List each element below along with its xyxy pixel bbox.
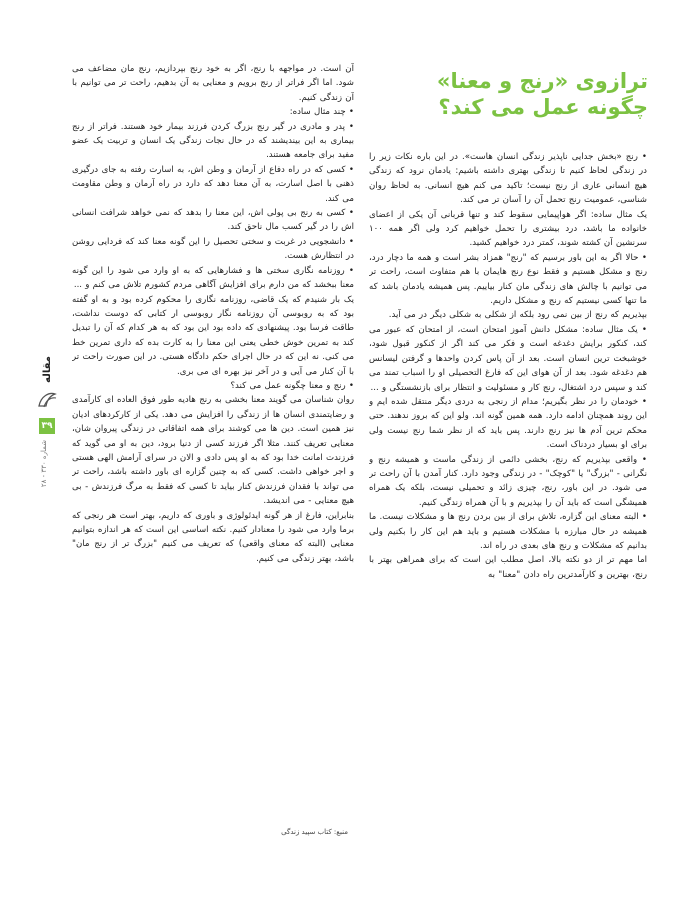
paragraph: یک بار شنیدم که یک قاضی، روزنامه نگاری را محکوم کرده بود و به او گفته بود که به روبوسی آن روزنامه نگار روبوسی ار کتابی که دوست نداشت، طاقت فرسا بود. پیشنهادی که داده بود این بود که به هر کدام که آن را تبدیل کند به تمرین خوش خطی یعنی این معنا را به کارت بده که داری تمرین خط می کنی. نه این که در حال اجرای حکم دادگاه هستی. در این صورت راحت تر با آن کنار می آیی و در آخر نیز بهره ای می بری. [72, 294, 354, 377]
paragraph: روان شناسان می گویند معنا بخشی به رنج هادیه طور فوق العاده ای کارآمدی و رضایتمندی انسان ها از زندگی را افزایش می دهد. یکی از کارکردهای ادیان نیز همین است. دین ها می کوشند برای همه اتفاقاتی در زندگی پیروان شان، معنایی تعریف کنند. مثلا اگر فرزند کسی از دنیا برود، دین به او می گوید که فرزندت امانت خدا بود که به او پس دادی و الان در سرای آرامش الهی هستی و اجر خواهی داشت. کسی که به چنین گزاره ای باور داشته باشد، راحت تر می تواند با فقدان فرزندش کنار بیاید تا کسی که فقط به مرگ فرزندش - بی هیچ معنایی - می اندیشد. [72, 395, 354, 507]
article-title-line-1: ترازوی «رنج و معنا» [436, 69, 648, 93]
paragraph: بنابراین، فارغ از هر گونه ایدئولوژی و باوری که داریم، بهتر است هر رنجی که برما وارد می شود را معنادار کنیم. نکته اساسی این است که هر اندازه بتوانیم معنایی (البته که معنای واقعی) که تعریف می کنیم "بزرگ تر از رنج مان" باشد، بهتر زندگی می کنیم. [72, 510, 354, 564]
right-text-column [369, 150, 647, 835]
paragraph: • البته معنای این گزاره، تلاش برای از بین بردن رنج ها و مشکلات نیست. ما همیشه در حال مبارزه با مشکلات هستیم و باید هم این کار را بکنیم ولی بدانیم که مشکلات و رنج های بعدی در راه اند. [369, 512, 647, 551]
paragraph: آن است. در مواجهه با رنج، اگر به خود رنج بپردازیم، رنج مان مضاعف می شود. اما اگر فراتر از رنج برویم و معنایی به آن بدهیم، راحت تر می توانیم با آن زندگی کنیم. [72, 64, 354, 103]
article-source: منبع: کتاب سپید زندگی [281, 828, 348, 836]
page-sidebar [30, 356, 64, 496]
paragraph: • حالا اگر به این باور برسیم که "رنج" همزاد بشر است و همه ما دچار درد، رنج و مشکل هستیم و فقط نوع رنج هایمان با هم متفاوت است، راحت تر می توانیم با چالش های زندگی مان کنار بیاییم. پس همیشه یادمان باشد که ما تنها کسی نیستیم که رنج و مشکل داریم. [369, 252, 647, 307]
paragraph: بپذیریم که رنج از بین نمی رود بلکه از شکلی به شکلی دیگر در می آید. [388, 310, 647, 321]
paragraph: • رنج «بخش جدایی ناپذیر زندگی انسان هاست». در این باره نکات زیر را در زندگی لحاظ کنیم تا زندگی بهتری داشته باشیم: یادمان نرود که زندگی هیچ انسانی عاری از رنج نیست؛ تاکید می کنم هیچ انسانی. به لحاظ روان شناسی، عمومیت رنج تحمل آن را آسان تر می کند. [369, 152, 647, 206]
paragraph: • کسی که در راه دفاع از آرمان و وطن اش، به اسارت رفته به جای درگیری ذهنی با اصل اسارت، به آن معنا دهد که دارد در راه آرمان و وطن مقاومت می کند. [72, 164, 354, 204]
paragraph: • یک مثال ساده: مشکل دانش آموز امتحان است، از امتحان که عبور می کند، کنکور برایش دغدغه است و فکر می کند اگر از کنکور قبول شود، خوشبخت ترین انسان است. بعد از آن پاس کردن واحدها و گرفتن لیسانس هم دغدغه شود. بعد از آن هوای این که فارغ التحصیلی او را اسباب تمند می کند و سپس درد اشتغال، رنج کار و مسئولیت و انتظار برای بازنشستگی و ... [369, 324, 647, 393]
paragraph: • واقعی بپذیریم که رنج، بخشی دائمی از زندگی ماست و همیشه رنج و نگرانی - "بزرگ" یا "کوچک" - در زندگی وجود دارد. کنار آمدن با آن راحت تر می شود. در این باور، رنج، چیزی زائد و تحمیلی نیست، بلکه یک همراه همیشگی است که باید آن را بپذیریم و با آن همراه زندگی کنیم. [369, 454, 647, 508]
paragraph: • پدر و مادری در گیر رنج بزرگ کردن فرزند بیمار خود هستند. فراتر از رنج بیماری به این بیندیشند که در حال نجات زندگی یک انسان و تربیت یک عضو مفید برای جامعه هستند. [72, 121, 354, 161]
page-number-badge: ۳۹ [39, 418, 55, 434]
paragraph: • روزنامه نگاری سختی ها و فشارهایی که به او وارد می شود را این گونه معنا ببخشد که من دارم برای افزایش آگاهی مردم کشورم تلاش می کنم و ... [72, 265, 354, 291]
paragraph: • خودمان را در نظر بگیریم؛ مدام از رنجی به دردی دیگر منتقل شده ایم و این روند همچنان ادامه دارد. همه همین گونه اند. ولو این که بروز ندهند. حتی محکم ترین آدم ها نیز رنج دارند. پس باید که از نظر شما رنج نیست ولی برای او بسیار دردناک است. [369, 396, 647, 451]
section-label: مقاله [42, 356, 53, 383]
magazine-logo-icon [35, 388, 59, 412]
paragraph: • کسی به رنج بی پولی اش، این معنا را بدهد که نمی خواهد شرافت انسانی اش را در گیر کسب مال ناحق کند. [72, 208, 354, 233]
paragraph: • دانشجویی در غربت و سختی تحصیل را این گونه معنا کند که فردایی روشن در انتظارش هست. [72, 236, 354, 262]
paragraph: یک مثال ساده: اگر هواپیمایی سقوط کند و تنها قربانی آن یکی از اعضای خانواده ما باشد، درد بیشتری را تحمل خواهیم کرد ولی اگر همه ۱۰۰ سرنشین آن کشته شوند، کمتر درد خواهیم کشید. [369, 209, 647, 249]
issue-info: شماره ۳۳۰ - ۲۸ [40, 440, 48, 488]
paragraph: • رنج و معنا چگونه عمل می کند؟ [230, 380, 354, 391]
article-title [378, 68, 648, 120]
paragraph: • چند مثال ساده: [289, 107, 354, 118]
article-title-line-2: چگونه عمل می کند؟ [438, 95, 648, 119]
paragraph: اما مهم تر از دو نکته بالا، اصل مطلب این است که برای همراهی بهتر با رنج، بهترین و کارآمدترین راه دادن "معنا" به [369, 555, 647, 580]
left-text-column [72, 62, 354, 807]
